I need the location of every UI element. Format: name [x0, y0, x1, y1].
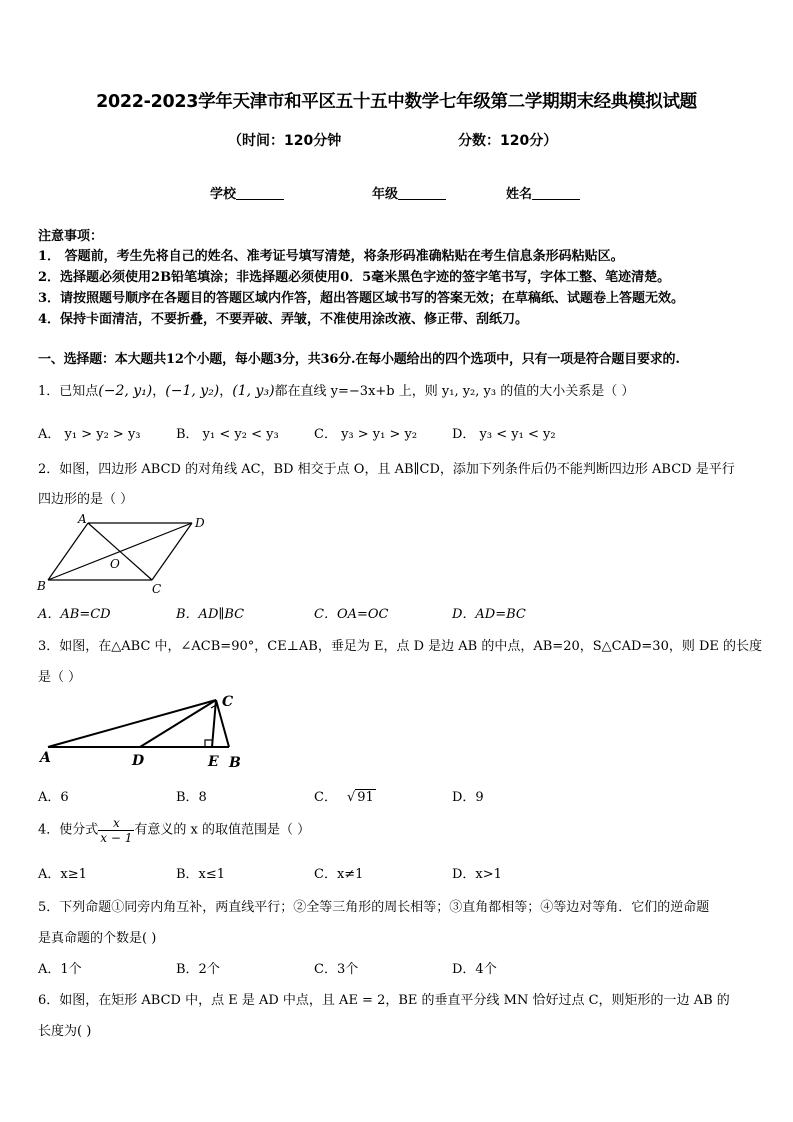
q4-option-c: C．x≠1 — [314, 867, 364, 882]
q3-label-c: C — [222, 694, 234, 710]
q2-label-o: O — [110, 557, 120, 571]
question-5-line-2: 是真命题的个数是( ) — [38, 931, 157, 946]
school-label: 学校 — [210, 187, 237, 202]
q3-label-b: B — [229, 755, 241, 771]
q1-option-c: C． y₃ > y₁ > y₂ — [314, 427, 418, 442]
q3-option-c-label: C． — [314, 790, 337, 805]
q2-option-d: D．AD=BC — [452, 607, 526, 622]
question-2-line-1: 2．如图，四边形 ABCD 的对角线 AC，BD 相交于点 O，且 AB∥CD，添加下列条件后仍不能判断四边形 ABCD 是平行 — [38, 462, 735, 477]
q1-option-a: A． y₁ > y₂ > y₃ — [38, 427, 141, 442]
q3-label-e: E — [208, 754, 219, 770]
grade-label: 年级 — [372, 187, 399, 202]
notes-heading: 注意事项： — [38, 229, 104, 244]
q2-option-a: A．AB=CD — [38, 607, 111, 622]
section-1-heading: 一、选择题：本大题共12个小题，每小题3分，共36分.在每小题给出的四个选项中，只有一项是符合题目要求的. — [38, 352, 680, 367]
q3-option-c-root: √ — [346, 790, 356, 805]
name-label: 姓名 — [506, 187, 533, 202]
q1-point-3: (1, y₃) — [232, 383, 275, 399]
q3-triangle-figure — [36, 690, 256, 772]
question-6-line-1: 6．如图，在矩形 ABCD 中，点 E 是 AD 中点，且 AE = 2，BE 的垂直平分线 MN 恰好过点 C，则矩形的一边 AB 的 — [38, 993, 730, 1008]
grade-field — [372, 183, 446, 202]
q2-label-d: D — [195, 516, 205, 530]
q5-option-c: C．3个 — [314, 962, 359, 977]
question-2-line-2: 四边形的是（ ） — [38, 492, 134, 507]
notes-item-1: 1． 答题前，考生先将自己的姓名、准考证号填写清楚，将条形码准确粘贴在考生信息条形码粘贴区。 — [38, 249, 624, 264]
q1-point-1: (−2, y₁) — [98, 383, 153, 399]
q1-sep-1: ， — [152, 384, 166, 399]
exam-score: 分数：120分） — [458, 133, 558, 149]
q2-option-c: C．OA=OC — [314, 607, 389, 622]
q2-label-b: B — [37, 579, 46, 593]
q5-option-b: B．2个 — [176, 962, 220, 977]
question-5-line-1: 5．下列命题①同旁内角互补，两直线平行；②全等三角形的周长相等；③直角都相等；④等边对等角．它们的逆命题 — [38, 900, 710, 915]
q5-option-a: A．1个 — [38, 962, 82, 977]
q4-prefix: 4．使分式 — [38, 822, 99, 838]
q4-option-b: B．x≤1 — [176, 867, 226, 882]
q1-prefix: 1．已知点 — [38, 384, 99, 399]
q1-suffix: 都在直线 y=−3x+b 上，则 y₁, y₂, y₃ 的值的大小关系是（ ） — [274, 384, 635, 399]
q1-sep-2: ， — [219, 384, 233, 399]
q3-option-c-radicand: 91 — [357, 790, 374, 805]
question-1 — [38, 380, 634, 399]
q4-suffix: 有意义的 x 的取值范围是（ ） — [134, 822, 311, 838]
q5-option-d: D．4个 — [452, 962, 497, 977]
q1-option-d: D． y₃ < y₁ < y₂ — [452, 427, 556, 442]
q2-option-b: B．AD∥BC — [176, 607, 245, 622]
q3-option-a: A．6 — [38, 790, 69, 805]
question-3-line-2: 是（ ） — [38, 670, 82, 685]
q4-fraction-denominator: x − 1 — [100, 831, 133, 845]
q1-point-2: (−1, y₂) — [165, 383, 220, 399]
q3-option-b: B．8 — [176, 790, 207, 805]
exam-title: 2022-2023学年天津市和平区五十五中数学七年级第二学期期末经典模拟试题 — [96, 92, 697, 112]
name-field — [506, 183, 580, 202]
q4-option-d: D．x>1 — [452, 867, 502, 882]
q3-label-a: A — [40, 750, 51, 766]
school-blank — [236, 187, 284, 200]
q2-parallelogram-figure — [34, 510, 214, 598]
q4-fraction-numerator: x — [98, 816, 134, 831]
question-6-line-2: 长度为( ) — [38, 1024, 92, 1039]
q3-label-d: D — [132, 753, 145, 769]
school-field — [210, 183, 284, 202]
q4-option-a: A．x≥1 — [38, 867, 87, 882]
exam-time: （时间：120分钟 — [228, 133, 342, 149]
q4-fraction — [98, 816, 134, 845]
q2-label-c: C — [152, 582, 162, 596]
grade-blank — [398, 187, 446, 200]
q2-label-a: A — [78, 512, 87, 526]
notes-item-3: 3．请按照题号顺序在各题目的答题区域内作答，超出答题区域书写的答案无效；在草稿纸、试题卷上答题无效。 — [38, 291, 685, 306]
q1-option-b: B． y₁ < y₂ < y₃ — [176, 427, 279, 442]
q3-option-d: D．9 — [452, 790, 484, 805]
name-blank — [532, 187, 580, 200]
notes-item-4: 4．保持卡面清洁，不要折叠，不要弄破、弄皱，不准使用涂改液、修正带、刮纸刀。 — [38, 312, 529, 327]
question-3-line-1: 3．如图，在△ABC 中，∠ACB=90°，CE⊥AB，垂足为 E，点 D 是边 AB 的中点，AB=20，S△CAD=30，则 DE 的长度 — [38, 639, 763, 654]
notes-item-2: 2．选择题必须使用2B铅笔填涂；非选择题必须使用0．5毫米黑色字迹的签字笔书写，字体工整、笔迹清楚。 — [38, 270, 671, 285]
q3-option-c — [314, 786, 376, 805]
question-4 — [38, 816, 310, 845]
